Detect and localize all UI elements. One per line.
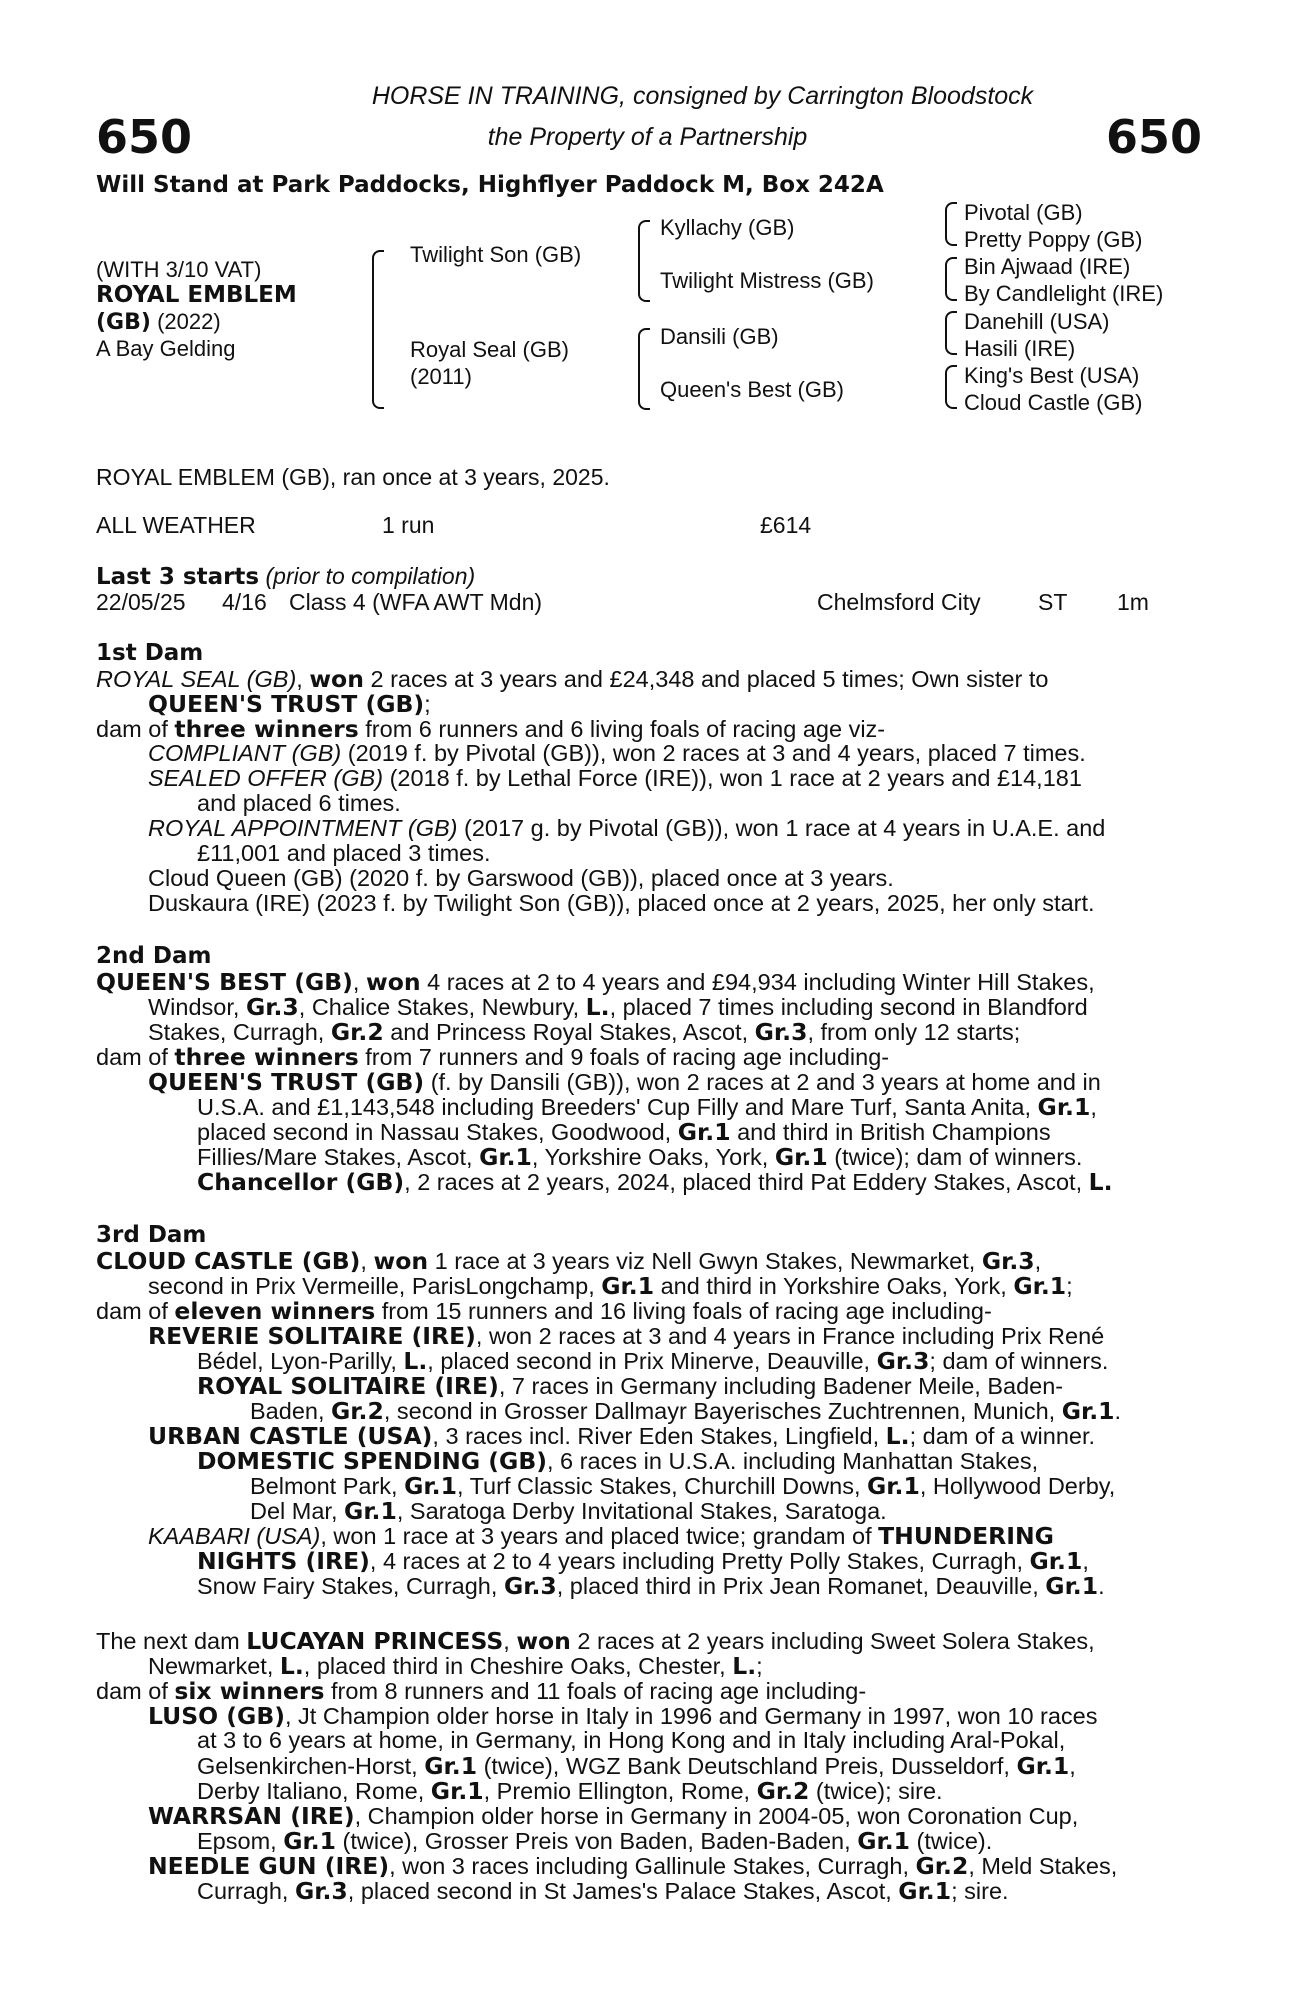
text: (twice); sire. [809,1778,943,1804]
text: (2017 g. by Pivotal (GB)), won 1 race at 4 years in U.A.E. and [457,815,1106,841]
produce-name: COMPLIANT (GB) [148,740,342,766]
produce-name: LUSO (GB) [148,1702,285,1730]
produce-reverie-solitaire-2 [197,1347,1108,1375]
next-dam-line-3 [96,1677,866,1705]
grade: Gr.1 [283,1827,337,1855]
produce-domestic-spending-3 [250,1497,887,1525]
text: , placed second in St James's Palace Stakes, Ascot, [347,1878,899,1904]
grade: L. [1088,1168,1113,1196]
grade: L. [885,1422,910,1450]
start-position: 4/16 [222,589,267,615]
produce-luso [148,1702,1098,1730]
text: Newmarket, [148,1653,280,1679]
grade: Gr.1 [898,1877,952,1905]
produce-chancellor [197,1168,1113,1196]
grade: Gr.3 [294,1877,348,1905]
produce-needle-gun-2 [197,1877,1009,1905]
text: . [1114,1398,1122,1424]
grade: Gr.2 [331,1397,384,1425]
third-dam-line-3 [96,1297,992,1325]
pedigree-brace-main [372,250,384,409]
horse-description: A Bay Gelding [96,336,236,361]
grade: L. [585,993,610,1021]
text: , Yorkshire Oaks, York, [531,1144,775,1170]
record-runs: 1 run [382,512,435,538]
produce-name: NEEDLE GUN (IRE) [148,1852,390,1880]
next-dam-name: LUCAYAN PRINCESS [246,1627,504,1655]
text: (twice); dam of winners. [827,1144,1083,1170]
second-dam-line-3 [148,1018,1020,1046]
grade: Gr.3 [981,1247,1035,1275]
first-dam-name: ROYAL SEAL (GB) [96,666,297,692]
produce-royal-appointment [148,815,1105,842]
lot-number-left: 650 [96,110,193,164]
record-earnings: £614 [760,512,812,538]
text: Derby Italiano, Rome, [197,1778,431,1804]
text: , Meld Stakes, [968,1853,1118,1879]
produce-queens-trust-3 [197,1118,1051,1146]
text: placed second in Nassau Stakes, Goodwood, [197,1119,678,1145]
first-dam-line-1 [96,665,1048,693]
won-label: won [365,968,421,996]
text: , placed third in Prix Jean Romanet, Deauville, [556,1573,1046,1599]
produce-kaabari-2 [197,1547,1089,1575]
horse-name: ROYAL EMBLEM [96,282,297,308]
winners-count: six winners [174,1677,325,1705]
text: (f. by Dansili (GB)), won 2 races at 2 and 3 years at home and in [424,1069,1101,1095]
text: dam of [96,716,175,742]
pedigree-brace-dam [638,328,650,410]
sister-name: QUEEN'S TRUST (GB) [148,690,425,718]
dam-sire-sire: Danehill (USA) [964,309,1110,334]
text: second in Prix Vermeille, ParisLongchamp, [148,1273,602,1299]
produce-luso-4 [197,1777,943,1805]
dam-year: (2011) [410,364,472,389]
won-label: won [373,1247,429,1275]
grade: Gr.1 [404,1472,457,1500]
start-course: Chelmsford City [817,589,981,615]
grade: Gr.1 [1061,1397,1115,1425]
sire: Twilight Son (GB) [410,242,582,267]
sire-sire-sire: Pivotal (GB) [964,200,1083,225]
dam-dam: Queen's Best (GB) [660,377,844,402]
grade: Gr.1 [1037,1093,1091,1121]
text: , Premio Ellington, Rome, [483,1778,757,1804]
text: , from only 12 starts; [807,1019,1021,1045]
produce-name: Chancellor (GB) [197,1168,405,1196]
dam-dam-sire: King's Best (USA) [964,363,1140,388]
pedigree-brace-ds [945,311,957,355]
winners-count: three winners [174,715,359,743]
text: , [503,1628,517,1654]
sire-sire-dam: Pretty Poppy (GB) [964,227,1143,252]
grade: Gr.1 [867,1472,920,1500]
last-starts-heading: Last 3 starts [96,564,260,590]
text: Snow Fairy Stakes, Curragh, [197,1573,504,1599]
produce-sealed-offer [148,765,1082,792]
text: , [360,1248,374,1274]
produce-queens-trust-2 [197,1093,1097,1121]
record-surface: ALL WEATHER [96,512,256,538]
produce-queens-trust [148,1068,1101,1096]
horse-year: (2022) [157,309,221,334]
sire-sire: Kyllachy (GB) [660,215,795,240]
produce-compliant [148,740,1086,767]
winners-count: three winners [174,1043,359,1071]
third-dam-line-2 [148,1272,1073,1300]
first-dam-heading: 1st Dam [96,640,204,666]
produce-domestic-spending [197,1447,1038,1475]
text: , [1069,1753,1076,1779]
third-dam-name: CLOUD CASTLE (GB) [96,1247,361,1275]
text: Belmont Park, [250,1473,405,1499]
text: and Princess Royal Stakes, Ascot, [383,1019,755,1045]
sale-subtitle: the Property of a Partnership [487,123,808,151]
second-dam-line-1 [96,968,1095,996]
race-summary: ROYAL EMBLEM (GB), ran once at 3 years, 2025. [96,464,610,490]
produce-kaabari-3 [197,1572,1105,1600]
text: The next dam [96,1628,247,1654]
text: , placed second in Prix Minerve, Deauville, [427,1348,877,1374]
text: (2018 f. by Lethal Force (IRE)), won 1 race at 2 years and £14,181 [383,765,1082,791]
text: Del Mar, [250,1498,345,1524]
text: 2 races at 3 years and £24,348 and placed 5 times; Own sister to [363,666,1049,692]
text: dam of [96,1298,175,1324]
text: , 4 races at 2 to 4 years including Pretty Polly Stakes, Curragh, [369,1548,1030,1574]
grade: Gr.1 [774,1143,828,1171]
third-dam-heading: 3rd Dam [96,1222,207,1248]
second-dam-heading: 2nd Dam [96,943,212,969]
last-starts-note: (prior to compilation) [265,563,476,589]
grade: Gr.1 [430,1777,484,1805]
text: dam of [96,1678,175,1704]
text: , placed 7 times including second in Blandford [609,994,1088,1020]
grade: Gr.1 [1013,1272,1067,1300]
grade: Gr.3 [876,1347,930,1375]
produce-name: ROYAL APPOINTMENT (GB) [148,815,458,841]
text: , 6 races in U.S.A. including Manhattan Stakes, [547,1448,1039,1474]
text: , [1034,1248,1042,1274]
text: ; dam of a winner. [909,1423,1096,1449]
text: 1 race at 3 years viz Nell Gwyn Stakes, Newmarket, [428,1248,982,1274]
text: Bédel, Lyon-Parilly, [197,1348,404,1374]
second-dam-line-4 [96,1043,889,1071]
start-distance: 1m [1117,589,1149,615]
dam-dam-dam: Cloud Castle (GB) [964,390,1143,415]
grade: Gr.3 [245,993,299,1021]
produce-warrsan [148,1802,1078,1830]
text: (2019 f. by Pivotal (GB)), won 2 races at 3 and 4 years, placed 7 times. [341,740,1086,766]
text: from 15 runners and 16 living foals of racing age including- [375,1298,992,1324]
produce-reverie-solitaire [148,1322,1104,1350]
grade: Gr.2 [756,1777,810,1805]
text: from 8 runners and 11 foals of racing age including- [324,1678,867,1704]
text: , second in Grosser Dallmayr Bayerisches Zuchtrennen, Munich, [383,1398,1062,1424]
produce-duskaura: Duskaura (IRE) (2023 f. by Twilight Son (GB)), placed once at 2 years, 2025, her only start. [148,890,1095,916]
text: (twice), Grosser Preis von Baden, Baden-Baden, [336,1828,858,1854]
vat-note: (WITH 3/10 VAT) [96,257,262,282]
next-dam-line-1 [96,1627,1095,1655]
text: , Jt Champion older horse in Italy in 1996 and Germany in 1997, won 10 races [284,1703,1098,1729]
sire-dam-sire: Bin Ajwaad (IRE) [964,254,1131,279]
text: Gelsenkirchen-Horst, [197,1753,425,1779]
produce-name: QUEEN'S TRUST (GB) [148,1068,425,1096]
sale-title: HORSE IN TRAINING, consigned by Carrington Bloodstock [371,82,1034,110]
grade: Gr.1 [1016,1752,1070,1780]
text: Epsom, [197,1828,284,1854]
text: ; dam of winners. [929,1348,1109,1374]
text: (twice). [910,1828,993,1854]
grade: Gr.1 [857,1827,910,1855]
text: and third in Yorkshire Oaks, York, [654,1273,1014,1299]
produce-name: DOMESTIC SPENDING (GB) [197,1447,547,1475]
text: ; sire. [951,1878,1009,1904]
start-date: 22/05/25 [96,589,186,615]
produce-name: URBAN CASTLE (USA) [148,1422,433,1450]
text: ; [1066,1273,1073,1299]
text: , 2 races at 2 years, 2024, placed third Pat Eddery Stakes, Ascot, [404,1169,1089,1195]
last-starts-heading-line [96,563,475,590]
produce-cloud-queen: Cloud Queen (GB) (2020 f. by Garswood (GB)), placed once at 3 years. [148,865,894,891]
grade: Gr.1 [479,1143,532,1171]
grade: Gr.1 [1045,1572,1099,1600]
produce-name: SEALED OFFER (GB) [148,765,384,791]
text: , Hollywood Derby, [919,1473,1116,1499]
text: , won 1 race at 3 years and placed twice; grandam of [320,1523,879,1549]
first-dam-line-3 [96,715,885,743]
produce-name: KAABARI (USA) [148,1523,321,1549]
pedigree-brace-dd [945,365,957,409]
stall-location: Will Stand at Park Paddocks, Highflyer Paddock M, Box 242A [96,172,884,198]
grade: Gr.1 [344,1497,397,1525]
grade: Gr.2 [915,1852,969,1880]
grade: L. [732,1652,757,1680]
grand-produce-name: THUNDERING [878,1522,1054,1550]
text: ; [424,691,431,717]
text: 4 races at 2 to 4 years and £94,934 including Winter Hill Stakes, [420,969,1095,995]
text: dam of [96,1044,175,1070]
won-label: won [309,665,364,693]
produce-royal-solitaire [197,1372,1063,1400]
grade: Gr.1 [601,1272,655,1300]
first-dam-line-2 [148,690,431,718]
produce-queens-trust-4 [197,1143,1082,1171]
third-dam-line-1 [96,1247,1041,1275]
text: , placed third in Cheshire Oaks, Chester, [303,1653,733,1679]
grade: Gr.1 [677,1118,731,1146]
produce-needle-gun [148,1852,1117,1880]
pedigree-brace-ss [945,202,957,246]
dam-sire: Dansili (GB) [660,324,779,349]
text: ; [756,1653,763,1679]
text: , [1082,1548,1089,1574]
start-going: ST [1038,589,1068,615]
produce-urban-castle [148,1422,1095,1450]
produce-luso-3 [197,1752,1076,1780]
grade: Gr.3 [754,1018,808,1046]
text: , won 2 races at 3 and 4 years in France including Prix René [475,1323,1105,1349]
dam: Royal Seal (GB) [410,337,569,362]
grade: Gr.3 [503,1572,557,1600]
text: U.S.A. and £1,143,548 including Breeders' Cup Filly and Mare Turf, Santa Anita, [197,1094,1038,1120]
text: , [352,969,366,995]
grade: Gr.1 [424,1752,478,1780]
lot-number-right: 650 [1105,110,1202,164]
text: 2 races at 2 years including Sweet Solera Stakes, [570,1628,1095,1654]
next-dam-line-2 [148,1652,763,1680]
text: , Chalice Stakes, Newbury, [298,994,586,1020]
pedigree-brace-sire [638,220,650,302]
produce-name: REVERIE SOLITAIRE (IRE) [148,1322,476,1350]
second-dam-line-2 [148,993,1088,1021]
sire-dam: Twilight Mistress (GB) [660,268,874,293]
text: , Champion older horse in Germany in 2004-05, won Coronation Cup, [354,1803,1079,1829]
horse-country: (GB) [96,310,151,335]
produce-luso-2: at 3 to 6 years at home, in Germany, in Hong Kong and in Italy including Aral-Pokal, [197,1727,1066,1753]
text: Windsor, [148,994,246,1020]
winners-count: eleven winners [174,1297,376,1325]
text: , Saratoga Derby Invitational Stakes, Saratoga. [396,1498,887,1524]
grade: Gr.1 [1029,1547,1083,1575]
produce-royal-appointment-cont: £11,001 and placed 3 times. [197,840,491,866]
produce-name: WARRSAN (IRE) [148,1802,355,1830]
dam-sire-dam: Hasili (IRE) [964,336,1076,361]
produce-royal-solitaire-2 [250,1397,1121,1425]
text: from 7 runners and 9 foals of racing age including- [358,1044,890,1070]
text: and third in British Champions [730,1119,1051,1145]
grade: L. [279,1652,304,1680]
produce-name: ROYAL SOLITAIRE (IRE) [197,1372,499,1400]
text: , Turf Classic Stakes, Churchill Downs, [456,1473,868,1499]
produce-warrsan-2 [197,1827,992,1855]
text: , 3 races incl. River Eden Stakes, Lingfield, [432,1423,886,1449]
second-dam-name: QUEEN'S BEST (GB) [96,968,353,996]
text: from 6 runners and 6 living foals of racing age viz- [358,716,886,742]
produce-kaabari [148,1522,1054,1550]
start-race: Class 4 (WFA AWT Mdn) [289,589,543,615]
produce-sealed-offer-cont: and placed 6 times. [197,790,401,816]
pedigree-brace-sd [945,257,957,301]
text-sep: , [296,666,310,692]
text: Curragh, [197,1878,295,1904]
grade: L. [403,1347,428,1375]
text: , won 3 races including Gallinule Stakes, Curragh, [389,1853,916,1879]
text: , 7 races in Germany including Badener Meile, Baden- [498,1373,1064,1399]
text: Fillies/Mare Stakes, Ascot, [197,1144,480,1170]
text: , [1090,1094,1097,1120]
text: Stakes, Curragh, [148,1019,331,1045]
grade: Gr.2 [330,1018,384,1046]
grand-produce-name: NIGHTS (IRE) [197,1547,370,1575]
horse-country-year [96,309,221,335]
text: (twice), WGZ Bank Deutschland Preis, Dusseldorf, [477,1753,1017,1779]
won-label: won [516,1627,571,1655]
text: . [1098,1573,1105,1599]
text: Baden, [250,1398,332,1424]
sire-dam-dam: By Candlelight (IRE) [964,281,1164,306]
produce-domestic-spending-2 [250,1472,1115,1500]
